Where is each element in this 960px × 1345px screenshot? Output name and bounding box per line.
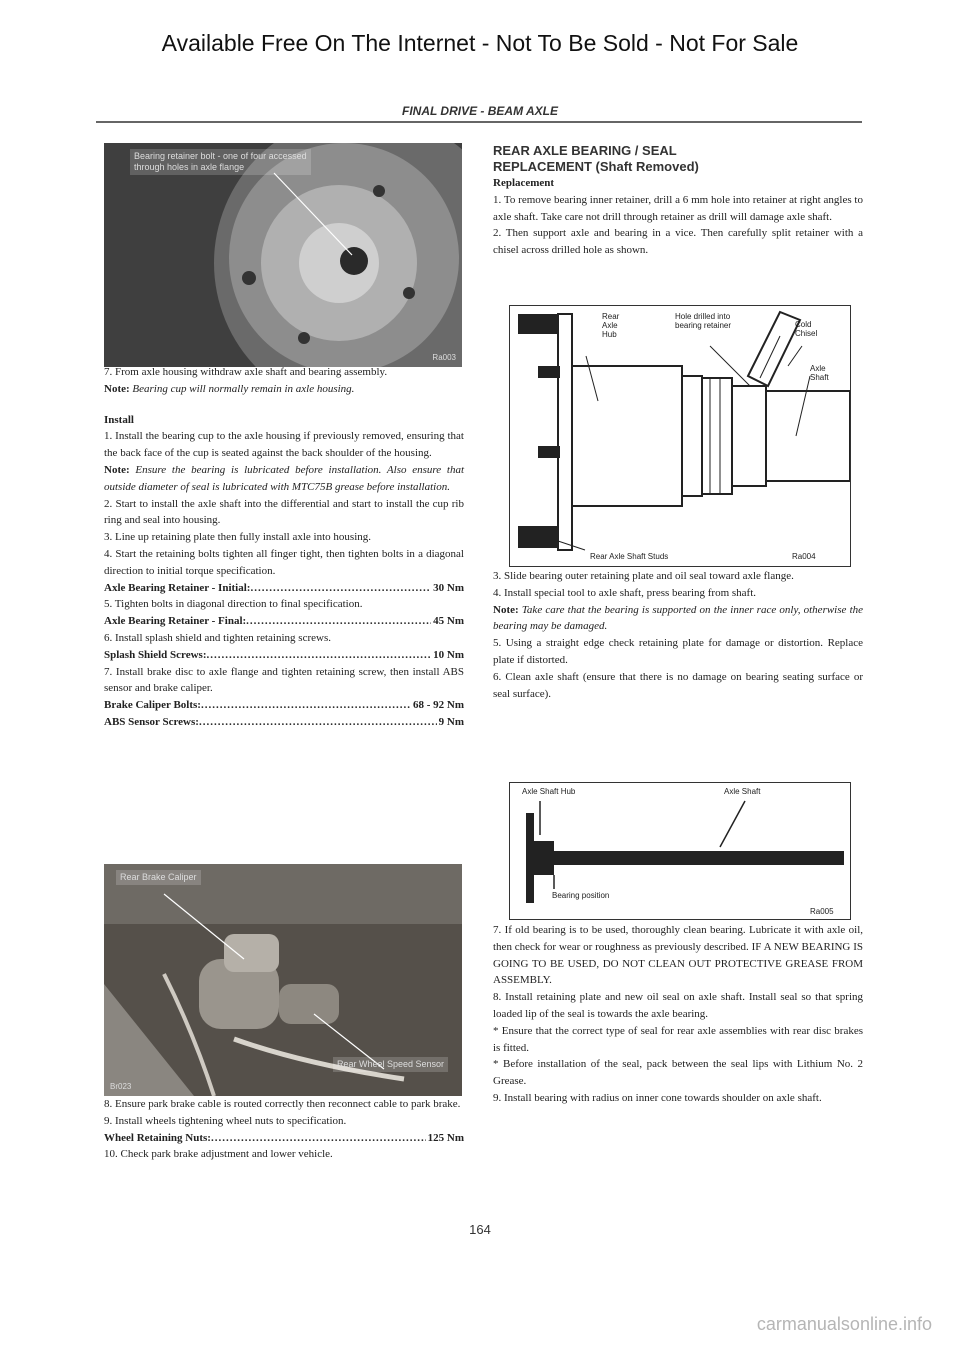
- install-step-6: 6. Install splash shield and tighten retaining screws.: [104, 631, 331, 644]
- photo2-ref: Br023: [110, 1082, 132, 1091]
- photo1-caption: [130, 149, 311, 175]
- photo1-caption-line1: Bearing retainer bolt - one of four accessed: [134, 151, 307, 161]
- photo2-caption-top: Rear Brake Caliper: [116, 870, 201, 885]
- section-title-line2: REPLACEMENT (Shaft Removed): [493, 159, 699, 174]
- left-column: [104, 364, 464, 731]
- install-heading: Install: [104, 413, 134, 426]
- bullet-grease: * Before installation of the seal, pack between the seal lips with Lithium No. 2 Grease.: [493, 1058, 863, 1088]
- replace-step-2: 2. Then support axle and bearing in a vice. Then carefully split retainer with a chisel across drilled hole as shown.: [493, 227, 863, 257]
- right-column-bottom: [493, 922, 863, 1107]
- note-inner-race: Note: Take care that the bearing is supported on the inner race only, otherwise the bearing may be damaged.: [493, 603, 864, 633]
- install-step-2: 2. Start to install the axle shaft into the differential and start to install the cup rib ring and seal into housing.: [104, 497, 464, 527]
- replace-step-8: 8. Install retaining plate and new oil seal on axle shaft. Install seal so that spring loaded lip of the seal is towards the axle bearing.: [493, 991, 863, 1020]
- install-step-4: 4. Start the retaining bolts tighten all finger tight, then tighten bolts in a diagonal direction to initial torque specification.: [104, 547, 464, 577]
- right-column-middle: [493, 568, 863, 702]
- replace-step-9: 9. Install bearing with radius on inner cone towards shoulder on axle shaft.: [493, 1091, 822, 1104]
- spec-splash-shield: Splash Shield Screws: ..... 10 Nm: [104, 647, 464, 664]
- photo1-ref: Ra003: [432, 353, 456, 362]
- spec-abs-sensor: ABS Sensor Screws: ..... 9 Nm: [104, 714, 464, 731]
- figure-bearing-position: [509, 782, 851, 920]
- step-7-withdraw: 7. From axle housing withdraw axle shaft and bearing assembly.: [104, 366, 388, 378]
- bullet-seal-type: * Ensure that the correct type of seal for rear axle assemblies with rear disc brakes is fitted.: [493, 1024, 863, 1054]
- photo2-caption-bottom: Rear Wheel Speed Sensor: [333, 1057, 448, 1072]
- step-8-park-brake: 8. Ensure park brake cable is routed correctly then reconnect cable to park brake.: [104, 1098, 461, 1110]
- fig1-label-studs: Rear Axle Shaft Studs: [590, 552, 669, 561]
- replace-step-1: 1. To remove bearing inner retainer, drill a 6 mm hole into retainer at right angles to axle shaft. Take care not drill through retainer as drill will damage axle shaft.: [493, 193, 863, 223]
- step-10-check: 10. Check park brake adjustment and lower vehicle.: [104, 1148, 333, 1161]
- figure-chisel-retainer: [509, 305, 851, 567]
- replace-step-3: 3. Slide bearing outer retaining plate and oil seal toward axle flange.: [493, 570, 794, 582]
- fig2-label-bearing: Bearing position: [552, 891, 610, 900]
- fig2-label-hub: Axle Shaft Hub: [522, 787, 576, 796]
- section-title-line1: REAR AXLE BEARING / SEAL: [493, 143, 677, 158]
- photo-brake-caliper: [104, 864, 462, 1096]
- replace-step-6: 6. Clean axle shaft (ensure that there is no damage on bearing seating surface or seal surface).: [493, 670, 863, 700]
- note-lubrication: Note: Ensure the bearing is lubricated before installation. Also ensure that outside diameter of seal is lubricated with MTC75B grease before installation.: [104, 463, 464, 493]
- fig2-label-shaft: Axle Shaft: [724, 787, 761, 796]
- right-column-top: [493, 143, 863, 259]
- spec-retainer-final: Axle Bearing Retainer - Final: ..... 45 Nm: [104, 613, 464, 630]
- photo-bearing-retainer: [104, 143, 462, 367]
- install-step-5: 5. Tighten bolts in diagonal direction to final specification.: [104, 598, 363, 611]
- figure1-drawing: [510, 306, 850, 566]
- step-9-wheels: 9. Install wheels tightening wheel nuts to specification.: [104, 1114, 347, 1127]
- photo-hub-illustration: [104, 143, 462, 367]
- header-rule: [96, 121, 862, 123]
- spec-brake-caliper: Brake Caliper Bolts: ..... 68 - 92 Nm: [104, 697, 464, 714]
- install-step-3: 3. Line up retaining plate then fully install axle into housing.: [104, 531, 372, 544]
- photo1-caption-line2: through holes in axle flange: [134, 162, 245, 172]
- replace-step-5: 5. Using a straight edge check retaining plate for damage or distortion. Replace plate if distorted.: [493, 637, 863, 666]
- replace-step-4: 4. Install special tool to axle shaft, press bearing from shaft.: [493, 586, 757, 599]
- site-watermark: carmanualsonline.info: [756, 1314, 932, 1334]
- install-step-7: 7. Install brake disc to axle flange and tighten retaining screw, then install ABS sensor and brake caliper.: [104, 665, 464, 695]
- spec-wheel-nuts: Wheel Retaining Nuts: ..... 125 Nm: [104, 1130, 464, 1147]
- page-number: 164: [469, 1222, 491, 1237]
- left-column-bottom: [104, 1096, 464, 1163]
- note-bearing-cup: Note: Bearing cup will normally remain in axle housing.: [104, 382, 355, 395]
- install-step-1: 1. Install the bearing cup to the axle housing if previously removed, ensuring that the back face of the cup is seated against the back shoulder of the housing.: [104, 430, 464, 460]
- spec-retainer-initial: Axle Bearing Retainer - Initial: ..... 30 Nm: [104, 580, 464, 597]
- fig1-ref: Ra004: [792, 552, 816, 561]
- fig1-label-shaft: Axle Shaft: [810, 364, 829, 382]
- fig1-label-hub: Rear Axle Hub: [602, 312, 620, 339]
- replace-step-7: 7. If old bearing is to be used, thoroughly clean bearing. Lubricate it with axle oil, then check for wear or roughness as previously described. IF A NEW BEARING IS GOING TO BE USED, DO NOT CLEAN OUT PROTECTIVE GREASE FROM ASSEMBLY.: [493, 924, 863, 987]
- replacement-heading: Replacement: [493, 177, 555, 189]
- distribution-banner: Available Free On The Internet - Not To Be Sold - Not For Sale: [161, 30, 799, 56]
- page-header: FINAL DRIVE - BEAM AXLE: [401, 104, 558, 118]
- fig1-label-hole: Hole drilled into bearing retainer: [675, 312, 732, 330]
- fig2-ref: Ra005: [810, 907, 834, 916]
- fig1-label-chisel: Cold Chisel: [795, 320, 818, 338]
